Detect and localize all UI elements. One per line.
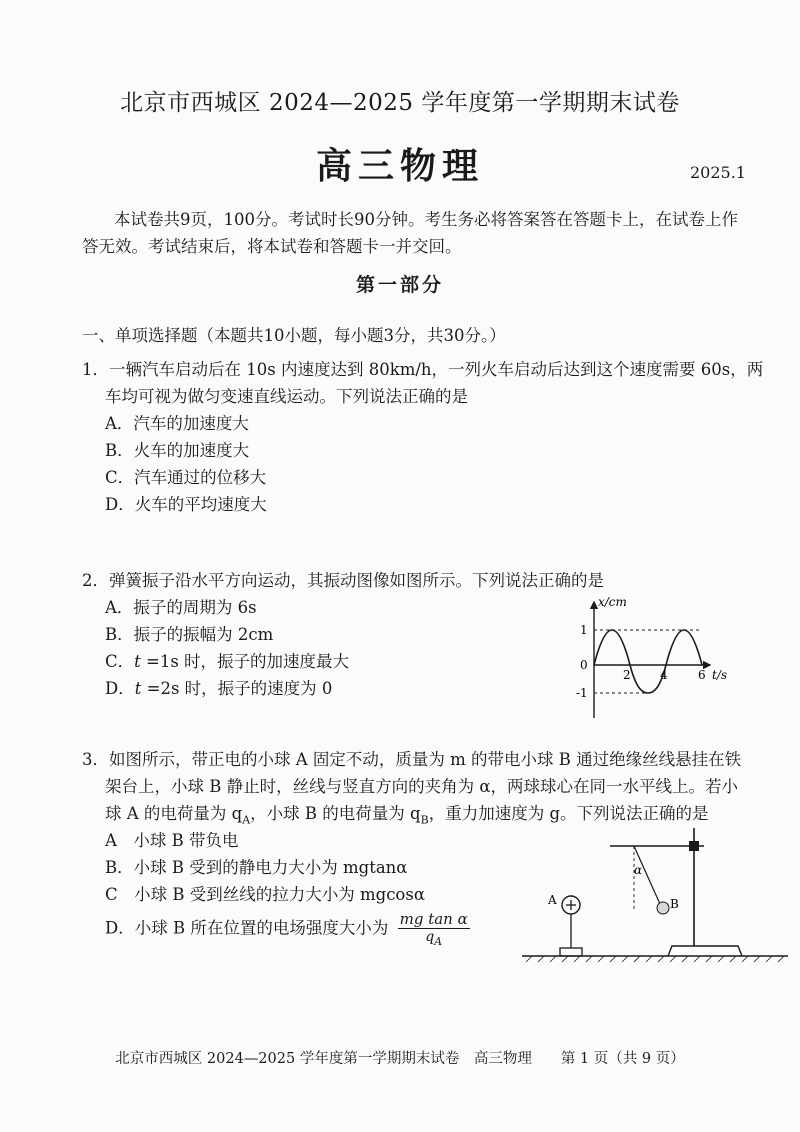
label-alpha: α (634, 863, 643, 877)
ball-b (657, 902, 669, 914)
ball-a-base (560, 948, 582, 956)
section-heading: 一、单项选择题（本题共10小题，每小题3分，共30分。） (82, 326, 506, 345)
q3-stem-line-1: 3．如图所示，带正电的小球 A 固定不动，质量为 m 的带电小球 B 通过绝缘丝线悬挂在铁 (82, 750, 742, 769)
q3-option-d-fraction (398, 910, 470, 948)
graph-tick-4: 4 (660, 668, 668, 682)
q3-stem-part-3: ，重力加速度为 g。下列说法正确的是 (428, 804, 709, 823)
intro-line-1: 本试卷共9页，100分。考试时长90分钟。考生务必将答案答在答题卡上，在试卷上作 (114, 210, 738, 229)
q3-option-b: B．小球 B 受到的静电力大小为 mgtanα (105, 858, 408, 877)
fraction-numerator: mg tan α (399, 910, 468, 928)
q3-stem-part-2: ，小球 B 的电荷量为 q (250, 804, 421, 823)
q1-option-d: D．火车的平均速度大 (105, 495, 267, 514)
q2-option-d-text: =2s 时，振子的速度为 0 (141, 679, 333, 698)
q2-option-a: A．振子的周期为 6s (105, 598, 257, 617)
graph-tick-neg1: -1 (576, 686, 588, 700)
q3-stem-sub-2: B (420, 813, 429, 827)
q3-apparatus-figure (520, 822, 790, 967)
q1-option-a: A．汽车的加速度大 (105, 414, 249, 433)
q1-option-c: C．汽车通过的位移大 (105, 468, 267, 487)
fraction-denominator (398, 929, 470, 948)
q3-stem-line-2: 架台上，小球 B 静止时，丝线与竖直方向的夹角为 α，两球球心在同一水平线上。若小 (105, 777, 739, 796)
graph-sine-curve (594, 630, 702, 693)
q1-stem-line-1: 1．一辆汽车启动后在 10s 内速度达到 80km/h，一列火车启动后达到这个速度需要 60s，两 (82, 360, 764, 379)
q3-option-d-text: D．小球 B 所在位置的电场强度大小为 (105, 918, 389, 938)
q2-option-d-label: D． (105, 679, 135, 698)
q2-option-c-text: =1s 时，振子的加速度最大 (140, 652, 350, 671)
graph-tick-1: 1 (580, 623, 588, 637)
q1-option-b: B．火车的加速度大 (105, 441, 250, 460)
q2-stem: 2．弹簧振子沿水平方向运动，其振动图像如图所示。下列说法正确的是 (82, 571, 604, 590)
q2-option-c-label: C． (105, 652, 135, 671)
intro-line-2: 答无效。考试结束后，将本试卷和答题卡一并交回。 (82, 237, 462, 256)
ground-hatch (526, 956, 784, 962)
q3-option-d (105, 910, 470, 948)
label-a: A (548, 893, 557, 907)
q3-stem-part-1: 球 A 的电荷量为 q (105, 804, 243, 823)
graph-x-label: t/s (712, 668, 728, 682)
q2-option-c-var: t (134, 652, 141, 671)
stand-base (668, 946, 742, 956)
page-title: 高三物理 (315, 145, 484, 187)
denominator-sub: A (434, 934, 443, 948)
q2-option-d (105, 675, 332, 699)
q3-option-c: C 小球 B 受到丝线的拉力大小为 mgcosα (105, 885, 425, 904)
graph-tick-2: 2 (623, 668, 631, 682)
q1-stem-line-2: 车均可视为做匀变速直线运动。下列说法正确的是 (105, 387, 468, 406)
page-footer: 北京市西城区 2024—2025 学年度第一学期期末试卷 高三物理 第 1 页（共 9 页） (115, 1051, 685, 1067)
q2-oscillation-graph (560, 590, 740, 725)
exam-header-title: 北京市西城区 2024—2025 学年度第一学期期末试卷 (120, 90, 680, 116)
graph-origin: 0 (580, 658, 588, 672)
denominator-q: q (425, 929, 435, 945)
q2-option-d-var: t (134, 679, 142, 698)
q3-option-a: A 小球 B 带负电 (105, 831, 239, 850)
label-b: B (670, 897, 679, 911)
q2-option-b: B．振子的振幅为 2cm (105, 625, 274, 644)
q3-stem-sub-1: A (242, 813, 251, 827)
part-heading: 第一部分 (355, 274, 444, 296)
stand-clamp (689, 841, 699, 851)
graph-tick-6: 6 (698, 668, 706, 682)
graph-y-label: x/cm (598, 595, 627, 609)
q2-option-c (105, 648, 349, 672)
exam-date: 2025.1 (690, 163, 746, 182)
